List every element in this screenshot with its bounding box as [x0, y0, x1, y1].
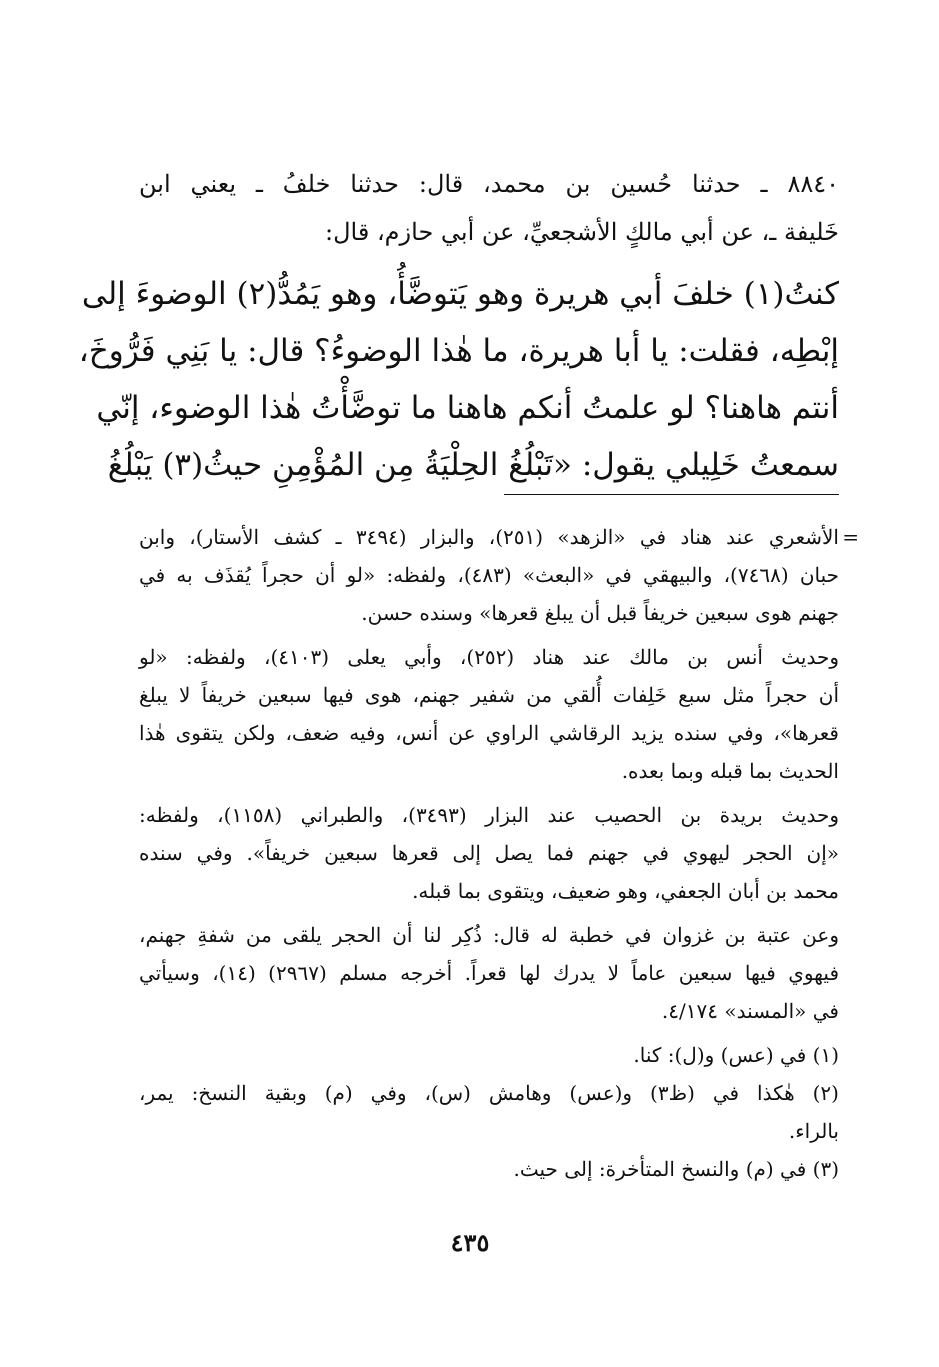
hadith-matn [78, 266, 839, 494]
footnote-divider [504, 494, 839, 495]
isnad-line: خَليفة ـ، عن أبي مالكٍ الأشجعيِّ، عن أبي حازم، قال: [325, 218, 839, 246]
commentary-paragraph [139, 638, 839, 790]
continuation-mark: = [842, 525, 859, 549]
matn-line: سمعتُ خَلِيلي يقول: «تَبْلُغُ الحِلْيَةُ مِن المُؤْمِنِ حيثُ(٣) يَبْلُغُ [107, 447, 839, 483]
isnad-line: ٨٨٤٠ ـ حدثنا حُسين بن محمد، قال: حدثنا خلفُ ـ يعني ابن [139, 170, 839, 198]
commentary-line: أن حجراً مثل سبع خَلِفات أُلقي من شفير جهنم، هوى فيها سبعين خريفاً لا يبلغ [139, 683, 839, 707]
hadith-isnad [139, 160, 839, 256]
footnote-line: (١) في (عس) و(ل): كنا. [633, 1043, 839, 1067]
commentary-line: حبان (٧٤٦٨)، والبيهقي في «البعث» (٤٨٣)، ولفظه: «لو أن حجراً يُقذَف به في [139, 563, 840, 587]
commentary-line: وعن عتبة بن غزوان في خطبة له قال: ذُكِر لنا أن الحجر يلقى من شفةِ جهنم، [139, 923, 839, 947]
commentary-line: محمد بن أبان الجعفي، وهو ضعيف، ويتقوى بما قبله. [412, 879, 839, 903]
commentary-paragraph [139, 796, 839, 910]
matn-line: إبْطِه، فقلت: يا أبا هريرة، ما هٰذا الوضوءُ؟ قال: يا بَنِي فَرُّوخَ، [78, 333, 839, 369]
page-number: ٤٣٥ [450, 1228, 490, 1257]
commentary-line: جهنم هوى سبعين خريفاً قبل أن يبلغ قعرها» وسنده حسن. [361, 601, 839, 625]
commentary-line: الأشعري عند هناد في «الزهد» (٢٥١)، والبزار (٣٤٩٤ ـ كشف الأستار)، وابن [139, 525, 839, 549]
commentary-line: «إن الحجر ليهوي في جهنم فما يصل إلى قعرها سبعين خريفاً». وفي سنده [139, 841, 839, 865]
footnote-3 [139, 1150, 839, 1188]
footnote-line: بالراء. [788, 1119, 839, 1143]
commentary-line: وحديث أنس بن مالك عند هناد (٢٥٢)، وأبي يعلى (٤١٠٣)، ولفظه: «لو [139, 645, 840, 669]
commentary-line: فيهوي فيها سبعين عاماً لا يدرك لها قعراً. أخرجه مسلم (٢٩٦٧) (١٤)، وسيأتي [139, 961, 839, 985]
footnote-line: (٢) هٰكذا في (ظ٣) و(عس) وهامش (س)، وفي (م) وبقية النسخ: يمر، [139, 1081, 839, 1105]
footnote-1 [139, 1036, 839, 1074]
footnote-2 [139, 1074, 839, 1150]
footnote-line: (٣) في (م) والنسخ المتأخرة: إلى حيث. [513, 1157, 839, 1181]
matn-line: أنتم هاهنا؟ لو علمتُ أنكم هاهنا ما توضَّأْتُ هٰذا الوضوء، إنّي [96, 390, 839, 426]
commentary-line: وحديث بريدة بن الحصيب عند البزار (٣٤٩٣)، والطبراني (١١٥٨)، ولفظه: [139, 803, 839, 827]
commentary-line: قعرها»، وفي سنده يزيد الرقاشي الراوي عن أنس، وفيه ضعف، ولكن يتقوى هٰذا [139, 721, 839, 745]
commentary-paragraph [139, 916, 839, 1030]
commentary-line: في «المسند» ٤/١٧٤. [661, 999, 839, 1023]
matn-line: كنتُ(١) خلفَ أبي هريرة وهو يَتوضَّأُ، وهو يَمُدُّ(٢) الوضوءَ إلى [81, 276, 839, 312]
commentary-section [139, 518, 859, 1188]
commentary-line: الحديث بما قبله وبما بعده. [621, 759, 839, 783]
commentary-paragraph [139, 518, 839, 632]
